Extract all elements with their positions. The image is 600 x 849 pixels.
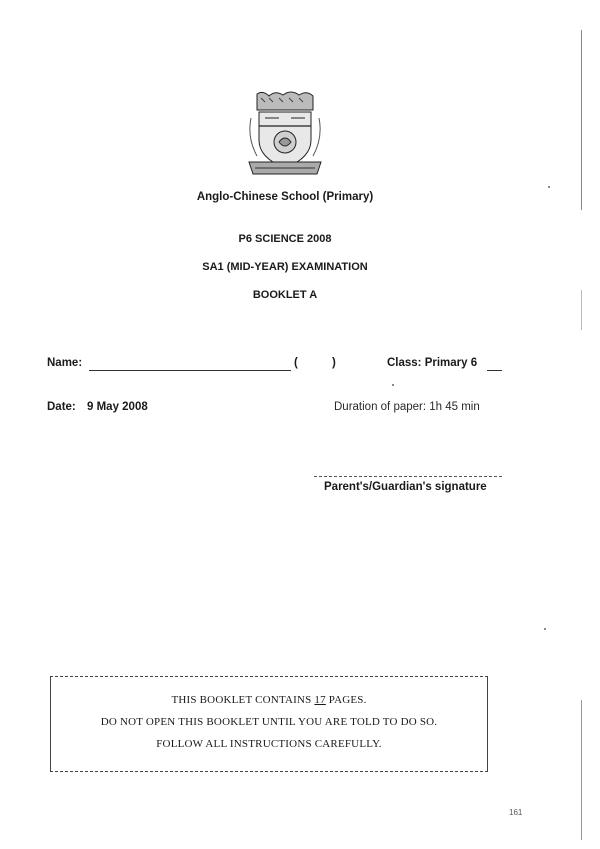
page-count: 17	[314, 694, 326, 706]
scan-speck	[544, 628, 546, 630]
instruction-page-count	[50, 694, 488, 706]
subject-title: P6 SCIENCE 2008	[238, 233, 332, 245]
scan-speck	[548, 186, 550, 188]
scan-speck	[392, 384, 394, 386]
index-number-open: (	[294, 357, 298, 369]
instruction-follow: FOLLOW ALL INSTRUCTIONS CAREFULLY.	[156, 738, 382, 750]
instruction-page-count-prefix: THIS BOOKLET CONTAINS	[171, 694, 315, 706]
date-label: Date:	[47, 401, 76, 413]
scan-edge-line	[581, 30, 582, 210]
name-label: Name:	[47, 357, 83, 369]
booklet-label: BOOKLET A	[252, 289, 318, 301]
instruction-page-count-suffix: PAGES.	[325, 694, 367, 706]
page-mark: 161	[509, 808, 523, 817]
signature-label: Parent's/Guardian's signature	[324, 481, 487, 493]
date-value: 9 May 2008	[87, 401, 148, 413]
school-crest-icon	[243, 88, 327, 180]
name-field[interactable]	[89, 370, 291, 371]
class-field[interactable]	[487, 370, 502, 371]
scan-edge-line	[581, 700, 582, 840]
school-name: Anglo-Chinese School (Primary)	[196, 191, 374, 203]
instruction-do-not-open: DO NOT OPEN THIS BOOKLET UNTIL YOU ARE TOLD TO DO SO.	[100, 716, 438, 728]
signature-field[interactable]	[314, 476, 502, 477]
class-label: Class: Primary 6	[387, 357, 478, 369]
index-number-close: )	[332, 357, 336, 369]
duration-text: Duration of paper: 1h 45 min	[334, 401, 480, 413]
exam-title: SA1 (MID-YEAR) EXAMINATION	[202, 261, 368, 273]
scan-edge-line	[581, 290, 582, 330]
